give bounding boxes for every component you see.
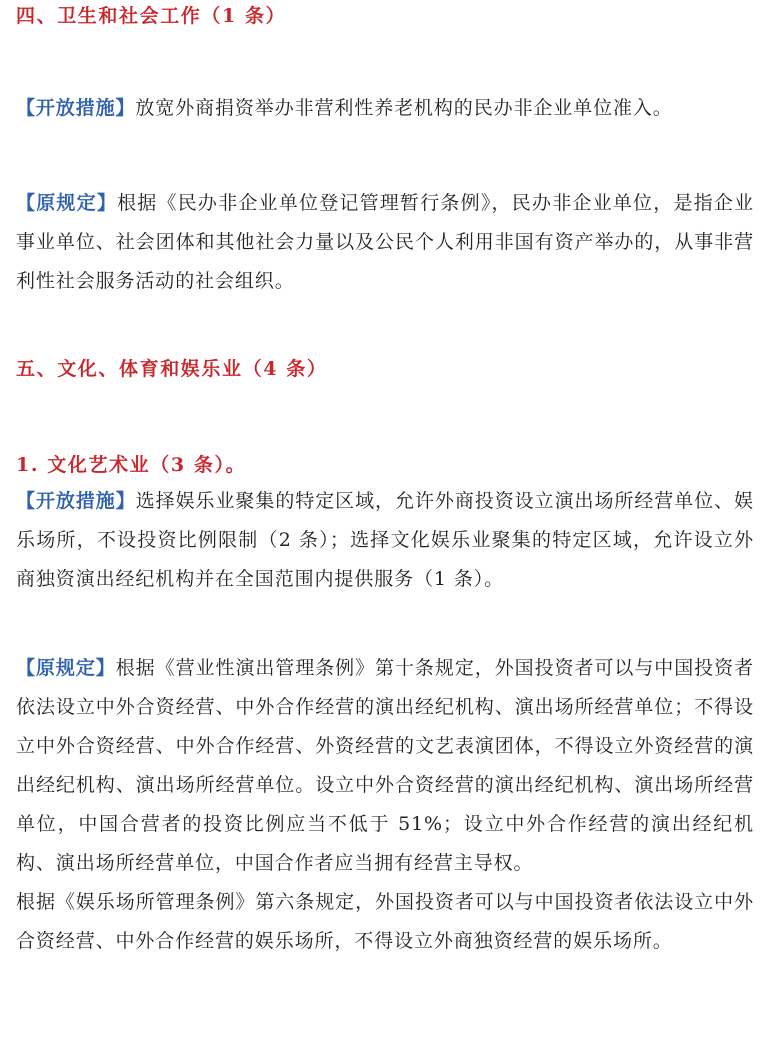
- open-measure-tag: 【开放措施】: [16, 97, 136, 119]
- open-measure-tag: 【开放措施】: [16, 490, 136, 512]
- section-4-heading: 四、卫生和社会工作（1 条）: [16, 5, 287, 27]
- section-5-heading: 五、文化、体育和娱乐业（4 条）: [16, 358, 328, 380]
- original-rule-tag: 【原规定】: [16, 192, 118, 214]
- section-4-original-rule: [16, 184, 754, 301]
- section-5-sub-heading: 1. 文化艺术业（3 条）。: [16, 454, 247, 476]
- section-5-open-measure: [16, 482, 754, 599]
- open-measure-text: 放宽外商捐资举办非营利性养老机构的民办非企业单位准入。: [135, 97, 673, 119]
- section-4-open-measure: [16, 89, 754, 128]
- section-5-original-rule: [16, 649, 754, 961]
- original-rule-tag: 【原规定】: [16, 657, 116, 679]
- original-rule-text: 根据《营业性演出管理条例》第十条规定，外国投资者可以与中国投资者依法设立中外合资经营、中外合作经营的演出经纪机构、演出场所经营单位；不得设立中外合资经营、中外合作经营、外资经营的文艺表演团体，不得设立外资经营的演出经纪机构、演出场所经营单位。设立中外合资经营的演出经纪机构、演出场所经营单位，中国合营者的投资比例应当不低于 51%；设立中外合作经营的演出经纪机构、演出场所经营单位，中国合作者应当拥有经营主导权。: [16, 657, 754, 874]
- open-measure-text: 选择娱乐业聚集的特定区域，允许外商投资设立演出场所经营单位、娱乐场所，不设投资比例限制（2 条）；选择文化娱乐业聚集的特定区域，允许设立外商独资演出经纪机构并在全国范围内提供服务（1 条）。: [16, 490, 754, 590]
- original-rule-text-2: 根据《娱乐场所管理条例》第六条规定，外国投资者可以与中国投资者依法设立中外合资经营、中外合作经营的娱乐场所，不得设立外商独资经营的娱乐场所。: [16, 891, 754, 952]
- original-rule-text: 根据《民办非企业单位登记管理暂行条例》，民办非企业单位，是指企业事业单位、社会团体和其他社会力量以及公民个人利用非国有资产举办的，从事非营利性社会服务活动的社会组织。: [16, 192, 754, 292]
